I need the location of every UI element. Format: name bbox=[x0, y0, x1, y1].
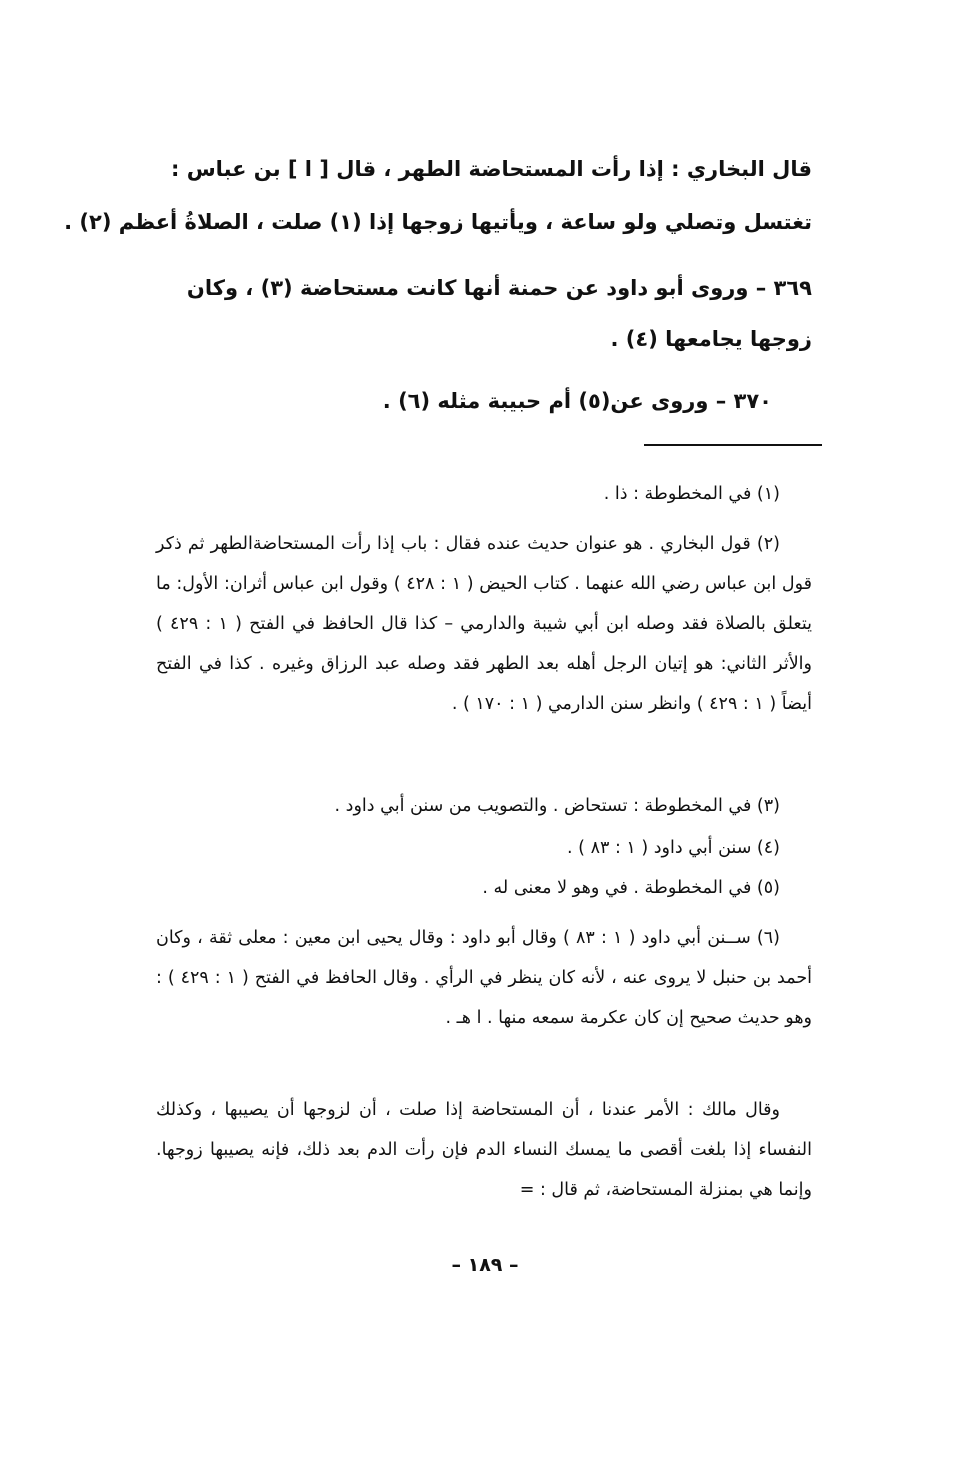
main-text-line-2: تغتسل وتصلي ولو ساعة ، ويأتيها زوجها إذا (١) صلت ، الصلاةُ أعظم (٢) . bbox=[64, 210, 812, 234]
footnote-continuation: وقال مالك : الأمر عندنا ، أن المستحاضة إذا صلت ، أن لزوجها أن يصيبها ، وكذلك النفساء إذا بلغت أقصى ما يمسك النساء الدم فإن رأت الدم بعد ذلك، فإنه يصيبها زوجها. وإنما هي بمنزلة المستحاضة، ثم قال : = bbox=[156, 1100, 812, 1200]
footnote-1: (١) في المخطوطة : ذا . bbox=[603, 484, 780, 504]
hadith-369-line-1: ٣٦٩ – وروى أبو داود عن حمنة أنها كانت مستحاضة (٣) ، وكان bbox=[186, 276, 812, 300]
footnote-6: (٦) ســنن أبي داود ( ١ : ٨٣ ) وقال أبو داود : وقال يحيى ابن معين : معلى ثقة ، وكان أحمد بن حنبل لا يروى عنه ، لأنه كان ينظر في الرأي . وقال الحافظ في الفتح ( ١ : ٤٢٩ ) : وهو حديث صحيح إن كان عكرمة سمعه منها . ا هـ . bbox=[156, 928, 812, 1028]
main-text-line-1: قال البخاري : إذا رأت المستحاضة الطهر ، قال [ ا ] بن عباس : bbox=[171, 157, 812, 181]
hadith-370: ٣٧٠ – وروى عن(٥) أم حبيبة مثله (٦) . bbox=[382, 389, 772, 413]
footnote-2: (٢) قول البخاري . هو عنوان حديث عنده فقال : باب إذا رأت المستحاضةالطهر ثم ذكر قول ابن عباس رضي الله عنهما . كتاب الحيض ( ١ : ٤٢٨ ) وقول ابن عباس أثران: الأول: ما يتعلق بالصلاة فقد وصله ابن أبي شيبة والدارمي – كذا قال الحافظ في الفتح ( ١ : ٤٢٩ ) والأثر الثاني: هو إتيان الرجل أهله بعد الطهر فقد وصله عبد الرزاق وغيره . كذا في الفتح أيضاً ( ١ : ٤٢٩ ) وانظر سنن الدارمي ( ١ : ١٧٠ ) . bbox=[156, 534, 813, 714]
footnote-5: (٥) في المخطوطة . في وهو لا معنى له . bbox=[482, 878, 780, 898]
footnote-separator bbox=[644, 444, 822, 446]
footnote-3: (٣) في المخطوطة : تستحاض . والتصويب من سنن أبي داود . bbox=[334, 796, 780, 816]
hadith-369-line-2: زوجها يجامعها (٤) . bbox=[610, 327, 812, 351]
footnote-4: (٤) سنن أبي داود ( ١ : ٨٣ ) . bbox=[567, 838, 780, 858]
page-number: – ١٨٩ – bbox=[451, 1254, 519, 1276]
